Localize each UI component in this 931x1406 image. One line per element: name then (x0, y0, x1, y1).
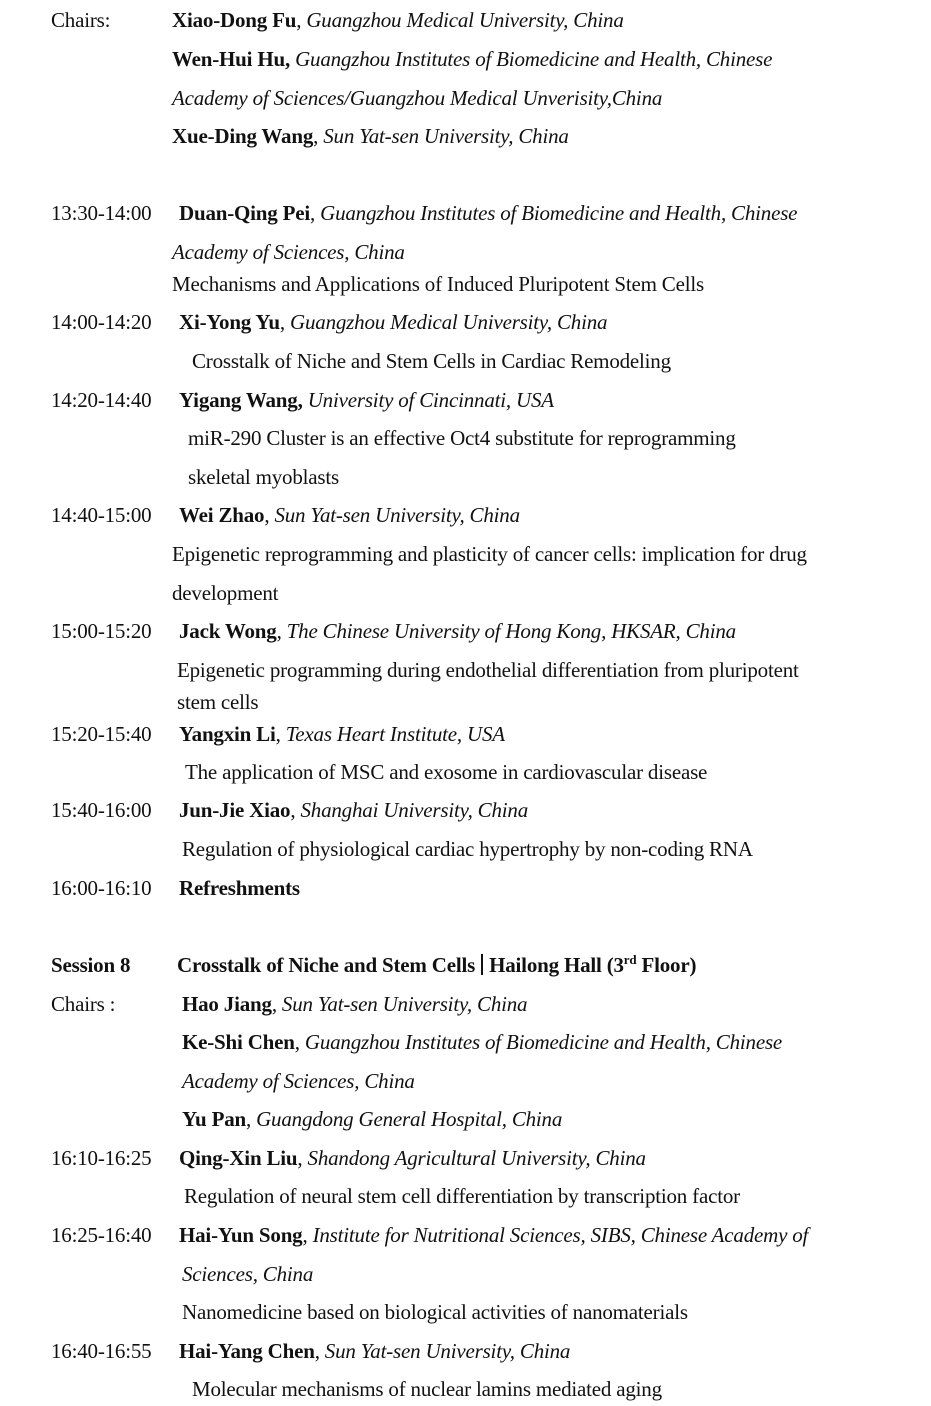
separator: , (296, 8, 307, 32)
speaker-name: Qing-Xin Liu (179, 1146, 298, 1170)
speaker-affiliation: The Chinese University of Hong Kong, HKSAR, China (286, 619, 736, 643)
talk-speaker-line (179, 1222, 808, 1248)
separator: , (310, 201, 321, 225)
talk-speaker-line (179, 797, 528, 823)
talk-time: 15:20-15:40 (51, 722, 152, 746)
talk-time: 16:10-16:25 (51, 1146, 152, 1170)
speaker-affiliation: Texas Heart Institute, USA (285, 722, 505, 746)
speaker-name: Yangxin Li (179, 722, 276, 746)
separator: , (290, 798, 301, 822)
talk-time: 15:00-15:20 (51, 619, 152, 643)
speaker-name: Jack Wong (179, 619, 277, 643)
session-hall: Hailong Hall (3 (489, 953, 624, 977)
chair-affiliation-cont: Academy of Sciences, China (182, 1069, 415, 1093)
speaker-name: Duan-Qing Pei (179, 201, 310, 225)
speaker-affiliation: Shandong Agricultural University, China (307, 1146, 646, 1170)
speaker-affiliation: Guangzhou Medical University, China (290, 310, 608, 334)
chair-line (182, 991, 527, 1017)
divider (481, 954, 483, 975)
chair-line (172, 123, 569, 149)
speaker-name: Hai-Yun Song (179, 1223, 303, 1247)
chair-affiliation-cont: Academy of Sciences/Guangzhou Medical Unverisity,China (172, 86, 663, 110)
speaker-affiliation: Sun Yat-sen University, China (274, 503, 520, 527)
speaker-name: Jun-Jie Xiao (179, 798, 291, 822)
talk-title: miR-290 Cluster is an effective Oct4 substitute for reprogramming (188, 426, 736, 450)
talk-speaker-line (179, 200, 797, 226)
refreshments: Refreshments (179, 876, 300, 900)
separator: , (314, 1339, 325, 1363)
session-hall-end: Floor) (636, 953, 697, 977)
chair-affiliation: Guangzhou Institutes of Biomedicine and Health, Chinese (295, 47, 773, 71)
session-title-line (177, 952, 696, 978)
chair-line (182, 1029, 782, 1055)
speaker-name: Xi-Yong Yu (179, 310, 280, 334)
talk-speaker-line (179, 309, 607, 335)
talk-speaker-line (179, 502, 520, 528)
chair-name: Ke-Shi Chen (182, 1030, 295, 1054)
talk-speaker-line (179, 1338, 570, 1364)
ordinal-suffix: rd (623, 952, 637, 967)
speaker-affiliation: Sun Yat-sen University, China (324, 1339, 571, 1363)
talk-time: 16:00-16:10 (51, 876, 152, 900)
separator: , (245, 1107, 257, 1131)
speaker-name: Yigang Wang, (179, 388, 303, 412)
talk-time: 14:20-14:40 (51, 388, 152, 412)
session-title: Crosstalk of Niche and Stem Cells (177, 953, 476, 977)
chair-affiliation: Guangdong General Hospital, China (256, 1107, 563, 1131)
separator: , (313, 124, 324, 148)
separator: , (275, 722, 286, 746)
speaker-affiliation-cont: Academy of Sciences, China (172, 240, 405, 264)
speaker-affiliation-cont: Sciences, China (182, 1262, 314, 1286)
chair-name: Xue-Ding Wang (172, 124, 314, 148)
talk-title: Crosstalk of Niche and Stem Cells in Cardiac Remodeling (192, 349, 671, 373)
chair-affiliation: Sun Yat-sen University, China (323, 124, 569, 148)
session-label: Session 8 (51, 953, 131, 977)
talk-title: Nanomedicine based on biological activities of nanomaterials (182, 1300, 688, 1324)
chair-name: Yu Pan (182, 1107, 246, 1131)
chair-line (182, 1106, 562, 1132)
chair-affiliation: Guangzhou Medical University, China (306, 8, 624, 32)
talk-time: 16:40-16:55 (51, 1339, 152, 1363)
chairs-label: Chairs: (51, 8, 111, 32)
separator: , (279, 310, 291, 334)
talk-time: 16:25-16:40 (51, 1223, 152, 1247)
chair-line (172, 7, 624, 33)
talk-title: Regulation of neural stem cell differentiation by transcription factor (184, 1184, 740, 1208)
separator: , (297, 1146, 308, 1170)
talk-time: 14:40-15:00 (51, 503, 152, 527)
chair-name: Hao Jiang (182, 992, 272, 1016)
talk-title: Epigenetic programming during endothelial differentiation from pluripotent (177, 658, 799, 682)
talk-speaker-line (179, 721, 505, 747)
talk-time: 15:40-16:00 (51, 798, 152, 822)
chairs-label: Chairs : (51, 992, 116, 1016)
speaker-affiliation: Institute for Nutritional Sciences, SIBS, Chinese Academy of (312, 1223, 809, 1247)
talk-speaker-line (179, 618, 736, 644)
chair-affiliation: Guangzhou Institutes of Biomedicine and Health, Chinese (304, 1030, 783, 1054)
separator: , (294, 1030, 305, 1054)
talk-title: Regulation of physiological cardiac hypertrophy by non-coding RNA (182, 837, 753, 861)
separator: , (264, 503, 275, 527)
speaker-affiliation: University of Cincinnati, USA (307, 388, 554, 412)
talk-time: 13:30-14:00 (51, 201, 152, 225)
chair-name: Xiao-Dong Fu (172, 8, 297, 32)
speaker-affiliation: Shanghai University, China (300, 798, 529, 822)
speaker-name: Wei Zhao (179, 503, 265, 527)
talk-title: Molecular mechanisms of nuclear lamins mediated aging (192, 1377, 662, 1401)
talk-speaker-line (179, 387, 554, 413)
talk-title: Epigenetic reprogramming and plasticity of cancer cells: implication for drug (172, 542, 807, 566)
talk-title: Mechanisms and Applications of Induced Pluripotent Stem Cells (172, 272, 704, 296)
talk-title-cont: development (172, 581, 279, 605)
talk-speaker-line (179, 1145, 646, 1171)
chair-line (172, 46, 772, 72)
talk-title-cont: stem cells (177, 690, 259, 714)
separator: , (276, 619, 287, 643)
speaker-name: Hai-Yang Chen (179, 1339, 315, 1363)
talk-title: The application of MSC and exosome in cardiovascular disease (185, 760, 708, 784)
chair-affiliation: Sun Yat-sen University, China (281, 992, 528, 1016)
separator: , (302, 1223, 313, 1247)
talk-title-cont: skeletal myoblasts (188, 465, 339, 489)
speaker-affiliation: Guangzhou Institutes of Biomedicine and Health, Chinese (320, 201, 798, 225)
chair-name: Wen-Hui Hu, (172, 47, 290, 71)
separator: , (271, 992, 282, 1016)
talk-time: 14:00-14:20 (51, 310, 152, 334)
